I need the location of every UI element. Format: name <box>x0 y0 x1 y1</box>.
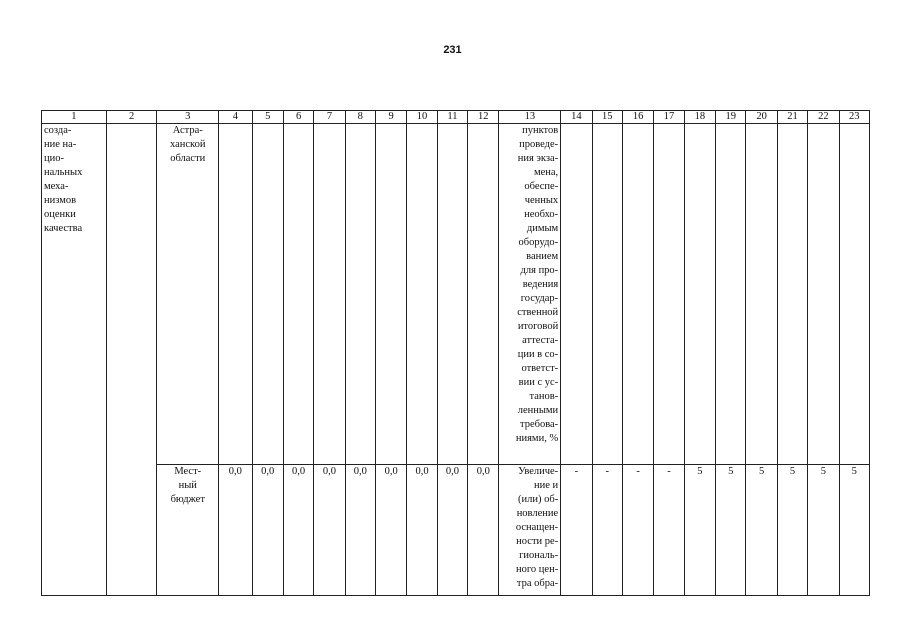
empty-cell <box>407 124 437 465</box>
value-cell: 0,0 <box>437 465 467 596</box>
col-header: 15 <box>592 111 622 124</box>
value-cell: 5 <box>746 465 777 596</box>
value-cell: 0,0 <box>314 465 345 596</box>
empty-cell <box>592 124 622 465</box>
value-cell: 0,0 <box>345 465 375 596</box>
col-header: 6 <box>283 111 313 124</box>
empty-cell <box>716 124 746 465</box>
col-header: 16 <box>622 111 653 124</box>
col-header: 17 <box>654 111 684 124</box>
empty-cell <box>375 124 406 465</box>
col-header: 9 <box>375 111 406 124</box>
page-number: 231 <box>443 44 462 56</box>
col-header: 4 <box>219 111 252 124</box>
col-header: 8 <box>345 111 375 124</box>
col-header: 21 <box>777 111 807 124</box>
col-header: 19 <box>716 111 746 124</box>
value-cell: 5 <box>716 465 746 596</box>
col-header: 22 <box>808 111 839 124</box>
value-cell: 5 <box>839 465 870 596</box>
value-cell: - <box>561 465 592 596</box>
indicator-text-cell: Увеличе- ние и (или) об- новление оснащен- ности ре- гиональ- ного цен- тра обра- <box>499 465 561 596</box>
table-row <box>42 124 870 465</box>
col-header: 20 <box>746 111 777 124</box>
empty-cell <box>283 124 313 465</box>
value-cell: 0,0 <box>468 465 499 596</box>
table-row <box>42 465 870 596</box>
value-cell: 5 <box>808 465 839 596</box>
value-cell: 5 <box>777 465 807 596</box>
value-cell: - <box>592 465 622 596</box>
empty-cell <box>252 124 283 465</box>
empty-cell <box>437 124 467 465</box>
col-header: 7 <box>314 111 345 124</box>
empty-cell <box>654 124 684 465</box>
col-header: 18 <box>684 111 715 124</box>
funding-source-cell: Мест- ный бюджет <box>157 465 219 596</box>
funding-source-cell: Астра- ханской области <box>157 124 219 465</box>
empty-cell <box>839 124 870 465</box>
column-number-row <box>42 111 870 124</box>
empty-cell <box>314 124 345 465</box>
value-cell: 5 <box>684 465 715 596</box>
measure-name-cell: созда- ние на- цио- нальных меха- низмов оценки качества <box>42 124 107 596</box>
empty-cell <box>345 124 375 465</box>
empty-cell <box>219 124 252 465</box>
col-header: 3 <box>157 111 219 124</box>
indicator-table <box>41 110 870 596</box>
col-header: 2 <box>106 111 157 124</box>
value-cell: - <box>654 465 684 596</box>
col-header: 13 <box>499 111 561 124</box>
empty-cell <box>777 124 807 465</box>
value-cell: 0,0 <box>219 465 252 596</box>
col-header: 12 <box>468 111 499 124</box>
empty-cell <box>106 124 157 596</box>
empty-cell <box>468 124 499 465</box>
indicator-text-cell: пунктов проведе- ния экза- мена, обеспе- ченных необхо- димым оборудо- ванием для про- ведения государ- ственной итоговой аттеста- ции в со- ответст- вии с ус- танов- ленными требова- ниями, % <box>499 124 561 465</box>
value-cell: 0,0 <box>407 465 437 596</box>
empty-cell <box>684 124 715 465</box>
col-header: 11 <box>437 111 467 124</box>
value-cell: 0,0 <box>375 465 406 596</box>
empty-cell <box>808 124 839 465</box>
empty-cell <box>746 124 777 465</box>
value-cell: 0,0 <box>283 465 313 596</box>
col-header: 10 <box>407 111 437 124</box>
col-header: 23 <box>839 111 870 124</box>
col-header: 5 <box>252 111 283 124</box>
value-cell: 0,0 <box>252 465 283 596</box>
col-header: 14 <box>561 111 592 124</box>
col-header: 1 <box>42 111 107 124</box>
value-cell: - <box>622 465 653 596</box>
empty-cell <box>561 124 592 465</box>
empty-cell <box>622 124 653 465</box>
